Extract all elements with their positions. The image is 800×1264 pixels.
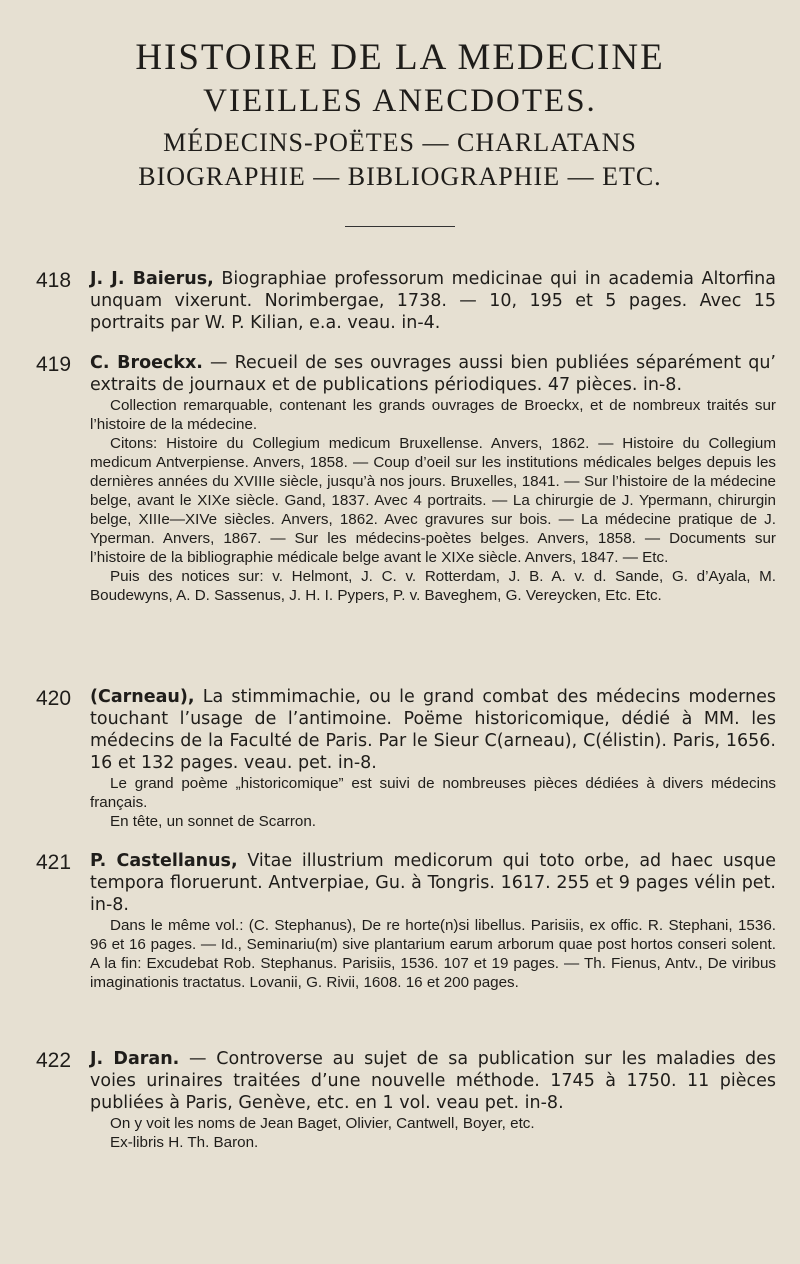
entry-description — [90, 352, 776, 396]
header-topics-2: BIOGRAPHIE — BIBLIOGRAPHIE — ETC. — [138, 162, 662, 191]
entry-text: — Controverse au sujet de sa publication sur les maladies des voies urinaires traitées d’une nouvelle méthode. 1745 à 1750. 11 pièces publiées à Paris, Genève, etc. en 1 vol. veau pet. in-8. — [90, 1049, 776, 1113]
catalogue-entry-418 — [36, 268, 776, 334]
entry-number: 420 — [36, 687, 72, 710]
entry-text: Vitae illustrium medicorum qui toto orbe, ad haec usque tempora floruerunt. Antverpiae, Gu. à Tongris. 1617. 255 et 9 pages vélin pet. in-8. — [90, 851, 776, 915]
entry-note: Le grand poème „historicomique” est suivi de nombreuses pièces dédiées à divers médecins français. — [90, 775, 776, 811]
entry-note: En tête, un sonnet de Scarron. — [110, 813, 317, 830]
catalogue-entry-419 — [36, 352, 776, 605]
entry-note: Puis des notices sur: v. Helmont, J. C. v. Rotterdam, J. B. A. v. d. Sande, G. d’Ayala, M. Boudewyns, A. D. Sassenus, J. H. I. Pypers, P. v. Baveghem, G. Vereycken, Etc. Etc. — [90, 568, 776, 604]
entry-number: 418 — [36, 269, 72, 292]
catalogue-entry-421 — [36, 850, 776, 992]
entry-note: Collection remarquable, contenant les grands ouvrages de Broeckx, et de nombreux traités sur l’histoire de la médecine. — [90, 397, 776, 433]
entry-author: J. Daran. — [90, 1049, 180, 1069]
catalogue-entry-420 — [36, 686, 776, 831]
entry-text: La stimmimachie, ou le grand combat des médecins modernes touchant l’usage de l’antimoine. Poëme historicomique, dédié à MM. les médecins de la Faculté de Paris. Par le Sieur C(arneau), C(élistin). Paris, 1656. 16 et 132 pages. veau. pet. in-8. — [90, 687, 776, 773]
entry-number: 419 — [36, 353, 72, 376]
entry-number: 422 — [36, 1049, 72, 1072]
entry-text: — Recueil de ses ouvrages aussi bien publiées séparément qu’ extraits de journaux et de publications périodiques. 47 pièces. in-8. — [90, 353, 776, 395]
entry-author: (Carneau), — [90, 687, 195, 707]
entry-note: Ex-libris H. Th. Baron. — [110, 1134, 259, 1151]
header-divider — [345, 226, 455, 227]
entry-author: P. Castellanus, — [90, 851, 238, 871]
entry-description — [90, 850, 776, 916]
entry-text: Biographiae professorum medicinae qui in academia Altorfina unquam vixerunt. Norimbergae, 1738. — 10, 195 et 5 pages. Avec 15 portraits par W. P. Kilian, e.a. veau. in-4. — [90, 269, 776, 333]
entry-note: Citons: Histoire du Collegium medicum Bruxellense. Anvers, 1862. — Histoire du Collegium medicum Antverpiense. Anvers, 1858. — Coup d’oeil sur les institutions médicales belges depuis les dernières années du XVIIIe siècle, jusqu’à nos jours. Bruxelles, 1841. — Sur l’histoire de la médecine belge, avant le XIXe siècle. Gand, 1837. Avec 4 portraits. — La chirurgie de J. Ypermann, chirurgin belge, XIIIe—XIVe siècles. Anvers, 1862. Avec gravures sur bois. — La médecine pratique de J. Yperman. Anvers, 1867. — Sur les médecins-poètes belges. Anvers, 1858. — Documents sur l’histoire de la bibliographie médicale belge avant le XIXe siècle. Anvers, 1847. — Etc. — [90, 435, 776, 566]
entry-note: On y voit les noms de Jean Baget, Olivier, Cantwell, Boyer, etc. — [110, 1115, 535, 1132]
header-topics: MÉDECINS-POËTES — CHARLATANS — [163, 128, 637, 157]
catalogue-entry-422 — [36, 1048, 776, 1152]
header-title: HISTOIRE DE LA MEDECINE — [135, 37, 665, 78]
entry-description — [90, 686, 776, 774]
entry-number: 421 — [36, 851, 72, 874]
header-subtitle: VIEILLES ANECDOTES. — [203, 83, 597, 119]
entry-note: Dans le même vol.: (C. Stephanus), De re horte(n)si libellus. Parisiis, ex offic. R. Stephani, 1536. 96 et 16 pages. — Id., Seminariu(m) sive plantarium earum arborum quae post hortos conseri solent. A la fin: Excudebat Rob. Stephanus. Parisiis, 1536. 107 et 19 pages. — Th. Fienus, Antv., De viribus imaginationis tractatus. Lovanii, G. Rivii, 1608. 16 et 200 pages. — [90, 917, 776, 991]
entry-author: J. J. Baierus, — [90, 269, 214, 289]
entry-author: C. Broeckx. — [90, 353, 203, 373]
entry-description — [90, 1048, 776, 1114]
page-header — [0, 36, 800, 194]
entry-description — [90, 268, 776, 334]
